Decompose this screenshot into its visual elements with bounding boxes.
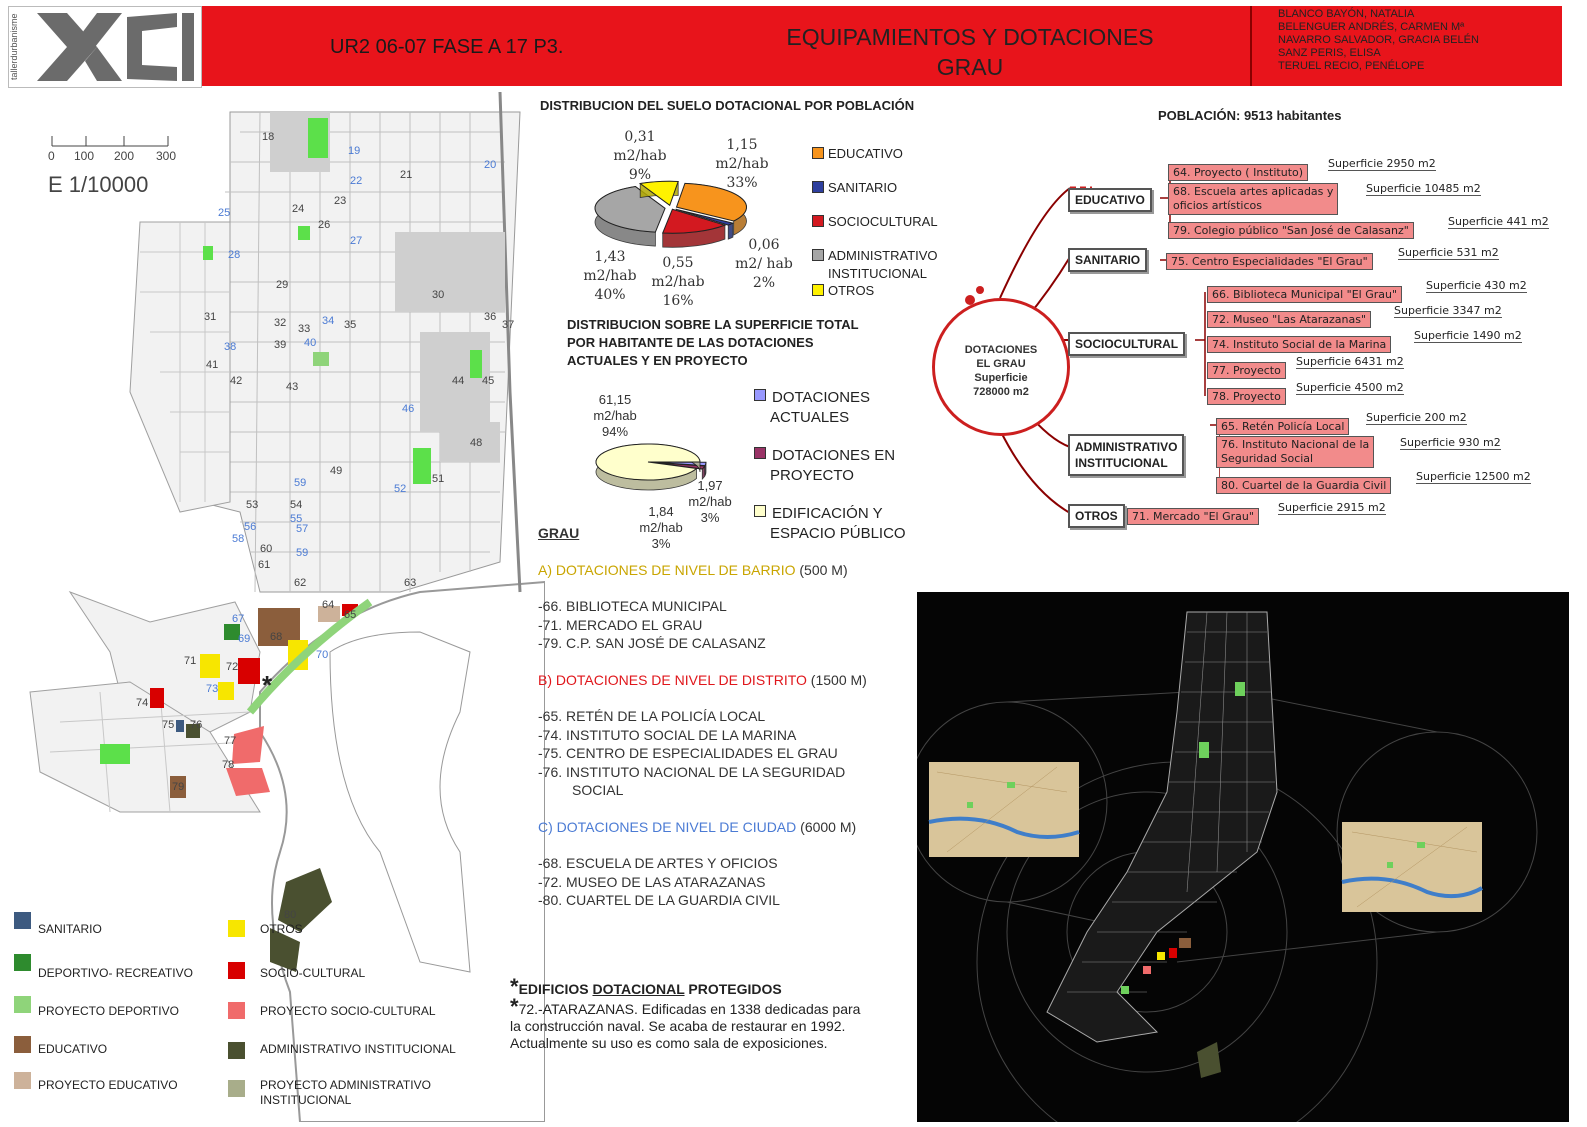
legend-item: OTROS <box>812 283 938 299</box>
legend-item: EDIFICACIÓN Y ESPACIO PÚBLICO <box>754 504 906 544</box>
tree-item: 75. Centro Especialidades "El Grau" <box>1166 253 1373 270</box>
root-line: EL GRAU <box>976 358 1026 370</box>
tree-item: 78. Proyecto <box>1207 388 1286 405</box>
legend-swatch <box>14 1072 31 1089</box>
pie2-label <box>580 392 650 440</box>
divider <box>1250 6 1252 86</box>
author: TERUEL RECIO, PENÉLOPE <box>1278 60 1425 72</box>
map-label: 73 <box>206 683 219 695</box>
legend-swatch <box>228 1080 245 1097</box>
pie1-label <box>570 248 650 305</box>
legend-swatch <box>14 1036 31 1053</box>
page-title <box>730 22 1210 82</box>
map-label: 45 <box>482 375 495 387</box>
tree-item-sup: Superficie 10485 m2 <box>1366 182 1481 195</box>
pie2-label-pct: 3% <box>700 510 720 525</box>
map-label: 18 <box>262 131 275 143</box>
legend-label: PROYECTO DEPORTIVO <box>38 1004 179 1018</box>
map-label: 60 <box>260 543 273 555</box>
level-b-item: -75. CENTRO DE ESPECIALIDADES EL GRAU <box>538 745 838 761</box>
tree-item-sup: Superficie 531 m2 <box>1398 246 1499 259</box>
map-label: 77 <box>224 735 237 747</box>
logo-text: tallerdurbanisme <box>9 13 19 81</box>
tree-item: 64. Proyecto ( Instituto) <box>1168 164 1308 181</box>
map-label: 70 <box>316 649 329 661</box>
pie1-label-pct: 9% <box>628 167 652 183</box>
map-label: 62 <box>294 577 307 589</box>
levels-text <box>538 524 918 910</box>
map-label: 68 <box>270 631 283 643</box>
tree-item: 65. Retén Policía Local <box>1216 418 1349 435</box>
legend-swatch <box>228 920 245 937</box>
map-label: 27 <box>350 235 363 247</box>
legend-label: SOCIO-CULTURAL <box>260 966 366 980</box>
map-label: 65 <box>344 609 357 621</box>
legend-swatch <box>228 1042 245 1059</box>
pie1-label-pct: 40% <box>594 287 626 303</box>
map-label: 31 <box>204 311 217 323</box>
tree-item-sup: Superficie 12500 m2 <box>1416 470 1531 483</box>
level-b-item: -74. INSTITUTO SOCIAL DE LA MARINA <box>538 726 797 743</box>
tree-item: 66. Biblioteca Municipal "El Grau" <box>1207 286 1402 303</box>
map-label: 28 <box>228 249 241 261</box>
legend-label: DEPORTIVO- RECREATIVO <box>38 966 193 980</box>
tree-item: 77. Proyecto <box>1207 362 1286 379</box>
level-b-item: -65. RETÉN DE LA POLICÍA LOCAL <box>538 708 766 724</box>
pie-slice <box>596 444 700 480</box>
pie2-label-unit: m2/hab <box>593 408 637 423</box>
pie2-title <box>567 316 859 370</box>
level-a-title: A) DOTACIONES DE NIVEL DE BARRIO (500 M) <box>538 561 848 578</box>
pie1-label <box>702 136 782 193</box>
map-label: 71 <box>184 655 197 667</box>
protected-line: la construcción naval. Se acaba de restaurar en 1992. <box>510 1018 846 1034</box>
pie2-label-pct: 94% <box>601 424 629 439</box>
map-label: 75 <box>162 719 175 731</box>
scale-tick: 300 <box>156 149 177 163</box>
tree-item-sup: Superficie 2915 m2 <box>1278 501 1386 514</box>
map-label: 55 <box>290 513 303 525</box>
map-label: 48 <box>470 437 483 449</box>
tree-item-sup: Superficie 6431 m2 <box>1296 355 1404 368</box>
inset-map-left <box>929 762 1079 857</box>
map-label: 56 <box>244 521 257 533</box>
tree-item: 74. Instituto Social de la Marina <box>1207 336 1391 353</box>
level-b-item: SOCIAL <box>572 782 624 798</box>
legend-label: SANITARIO <box>38 922 102 936</box>
category-label: INSTITUCIONAL <box>1075 456 1168 470</box>
map-label: 38 <box>224 341 237 353</box>
pie1-label <box>600 128 680 185</box>
legend-swatch <box>228 962 245 979</box>
map-label: 35 <box>344 319 357 331</box>
map-label: 76 <box>190 719 203 731</box>
map-label: 67 <box>232 613 245 625</box>
map-label: 43 <box>286 381 299 393</box>
root-line: Superficie <box>974 372 1028 384</box>
overview-map <box>917 592 1569 1122</box>
pie1-label <box>638 254 718 311</box>
map-label: 59 <box>294 477 307 489</box>
category-sociocultural: SOCIOCULTURAL <box>1068 332 1185 356</box>
map-label: 46 <box>402 403 415 415</box>
tree-item: 68. Escuela artes aplicadas y oficios artísticos <box>1168 183 1338 215</box>
overview-panel <box>917 592 1569 1122</box>
legend-swatch <box>14 954 31 971</box>
map-label: 44 <box>452 375 465 387</box>
map-label: 49 <box>330 465 343 477</box>
level-b-title: B) DOTACIONES DE NIVEL DE DISTRITO (1500 M) <box>538 671 867 688</box>
tree-item-sup: Superficie 930 m2 <box>1400 436 1501 449</box>
level-b-item: -76. INSTITUTO NACIONAL DE LA SEGURIDAD <box>538 763 846 780</box>
map-label: 72 <box>226 661 239 673</box>
map-label: 24 <box>292 203 305 215</box>
pie2-label-unit: m2/hab <box>688 494 732 509</box>
tree-root <box>932 298 1070 436</box>
scale-tick: 0 <box>48 149 55 163</box>
tree-item: 71. Mercado "El Grau" <box>1127 508 1259 525</box>
level-a-item: -71. MERCADO EL GRAU <box>538 616 703 633</box>
map-legend <box>14 912 494 1122</box>
scale-tick: 200 <box>114 149 135 163</box>
pie1-label-unit: m2/hab <box>613 148 667 164</box>
protected-buildings-note <box>510 974 920 1052</box>
map-label: 79 <box>172 781 185 793</box>
map-label: 52 <box>394 483 407 495</box>
map-label: 58 <box>232 533 245 545</box>
header <box>0 0 1587 92</box>
pie2-label-value: 61,15 <box>598 392 632 407</box>
legend-label: PROYECTO EDUCATIVO <box>38 1078 178 1092</box>
pie1-label-value: 1,15 <box>726 137 758 153</box>
pie2-label-pct: 3% <box>651 536 671 551</box>
pie2-title-line: ACTUALES Y EN PROYECTO <box>567 353 748 368</box>
tree-item: 79. Colegio público "San José de Calasanz" <box>1168 222 1414 239</box>
pie2-label-value: 1,84 <box>648 504 674 519</box>
level-a-item: -66. BIBLIOTECA MUNICIPAL <box>538 598 727 614</box>
map-label: 42 <box>230 375 243 387</box>
map-label: 25 <box>218 207 231 219</box>
pie1-legend <box>812 137 938 299</box>
map-label: 57 <box>296 523 309 535</box>
logo <box>8 6 202 88</box>
pie1-label-unit: m2/ hab <box>735 256 793 272</box>
pie2-label-unit: m2/hab <box>639 520 683 535</box>
tree-item: 80. Cuartel de la Guardia Civil <box>1216 477 1391 494</box>
legend-label: PROYECTO SOCIO-CULTURAL <box>260 1004 436 1018</box>
tree-item-sup: Superficie 4500 m2 <box>1296 381 1404 394</box>
map-label: 30 <box>432 289 445 301</box>
tree-item: 72. Museo "Las Atarazanas" <box>1207 311 1371 328</box>
protected-line: Actualmente su uso es como sala de exposiciones. <box>510 1035 828 1051</box>
map-label: 54 <box>290 499 303 511</box>
pie1-title: DISTRIBUCION DEL SUELO DOTACIONAL POR POBLACIÓN <box>540 98 915 113</box>
tree-item-sup: Superficie 441 m2 <box>1448 215 1549 228</box>
pie2-title-line: DISTRIBUCION SOBRE LA SUPERFICIE TOTAL <box>567 317 859 332</box>
category-label: ADMINISTRATIVO <box>1075 440 1178 454</box>
pie1-label-pct: 2% <box>752 275 776 291</box>
pie1-label-unit: m2/hab <box>715 156 769 172</box>
map-label: 51 <box>432 473 445 485</box>
legend-label: ADMINISTRATIVO INSTITUCIONAL <box>260 1042 456 1056</box>
logo-xci-icon <box>27 9 197 85</box>
legend-item: EDUCATIVO <box>812 137 938 171</box>
pie1-label-value: 1,43 <box>594 249 626 265</box>
legend-label: PROYECTO ADMINISTRATIVO INSTITUCIONAL <box>260 1078 431 1107</box>
protected-line: *72.-ATARAZANAS. Edificadas en 1338 dedicadas para <box>510 994 861 1019</box>
legend-label: EDUCATIVO <box>38 1042 108 1056</box>
map-label: 39 <box>274 339 287 351</box>
map-label: 59 <box>296 547 309 559</box>
pie1-label-value: 0,55 <box>662 255 694 271</box>
legend-label: OTROS <box>260 922 303 936</box>
map-label: 20 <box>484 159 497 171</box>
category-sanitario: SANITARIO <box>1068 248 1147 272</box>
author: NAVARRO SALVADOR, GRACIA BELÉN <box>1278 34 1479 46</box>
level-c-item: -72. MUSEO DE LAS ATARAZANAS <box>538 873 766 890</box>
level-c-item: -68. ESCUELA DE ARTES Y OFICIOS <box>538 855 778 871</box>
legend-item: SOCIOCULTURAL <box>812 205 938 239</box>
protected-title: *EDIFICIOS DOTACIONAL PROTEGIDOS <box>510 974 782 999</box>
pie2-title-line: POR HABITANTE DE LAS DOTACIONES <box>567 335 814 350</box>
map-label: 53 <box>246 499 259 511</box>
title-line-2: GRAU <box>936 54 1004 80</box>
section-heading: GRAU <box>538 525 580 541</box>
root-line: 728000 m2 <box>973 386 1029 398</box>
sports-lot <box>308 118 328 158</box>
map-label: 61 <box>258 559 271 571</box>
tree-item: 76. Instituto Nacional de la Seguridad Social <box>1216 436 1374 468</box>
legend-swatch <box>228 1002 245 1019</box>
authors-list <box>1278 8 1479 73</box>
pie1-label-value: 0,06 <box>748 237 780 253</box>
legend-item: SANITARIO <box>812 171 938 205</box>
map-label: 22 <box>350 175 363 187</box>
project-code: UR2 06-07 FASE A 17 P3. <box>330 36 564 58</box>
map-label: 19 <box>348 145 361 157</box>
pie2-legend <box>754 388 906 544</box>
tree-item-sup: Superficie 200 m2 <box>1366 411 1467 424</box>
level-c-title: C) DOTACIONES DE NIVEL DE CIUDAD (6000 M) <box>538 818 857 835</box>
map-label: 78 <box>222 759 235 771</box>
level-a-item: -79. C.P. SAN JOSÉ DE CALASANZ <box>538 635 766 651</box>
category-educativo: EDUCATIVO <box>1068 188 1152 212</box>
author: SANZ PERIS, ELISA <box>1278 47 1381 59</box>
map-label: 74 <box>136 697 149 709</box>
map-label: 29 <box>276 279 289 291</box>
map-label: 36 <box>484 311 497 323</box>
map-label: 64 <box>322 599 335 611</box>
legend-swatch <box>14 996 31 1013</box>
scale-label: E 1/10000 <box>48 172 149 197</box>
map-label: 26 <box>318 219 331 231</box>
pie1-label <box>724 236 804 293</box>
pie1-label-value: 0,31 <box>624 129 656 145</box>
category-otros: OTROS <box>1068 504 1125 528</box>
map-label: 34 <box>322 315 335 327</box>
population: POBLACIÓN: 9513 habitantes <box>1158 108 1342 123</box>
asterisk-marker: * <box>262 670 273 700</box>
map-label: 40 <box>304 337 317 349</box>
map-label: 63 <box>404 577 417 589</box>
map-label: 33 <box>298 323 311 335</box>
pie1-label-unit: m2/hab <box>651 274 705 290</box>
pie1-label-pct: 16% <box>662 293 694 309</box>
author: BLANCO BAYÓN, NATALIA <box>1278 8 1415 20</box>
map-label: 37 <box>502 319 515 331</box>
title-line-1: EQUIPAMIENTOS Y DOTACIONES <box>786 24 1154 50</box>
legend-item: DOTACIONES ACTUALES <box>754 388 906 428</box>
tree-item-sup: Superficie 2950 m2 <box>1328 157 1436 170</box>
map-label: 21 <box>400 169 413 181</box>
map-label: 69 <box>238 633 251 645</box>
map-label: 32 <box>274 317 287 329</box>
scale-tick: 100 <box>74 149 95 163</box>
tree-item-sup: Superficie 1490 m2 <box>1414 329 1522 342</box>
map-label: 80 <box>284 909 297 921</box>
pie1-label-unit: m2/hab <box>583 268 637 284</box>
legend-item: DOTACIONES EN PROYECTO <box>754 446 906 486</box>
pie2-label-value: 1,97 <box>697 478 723 493</box>
map-label: 23 <box>334 195 347 207</box>
legend-swatch <box>14 912 31 929</box>
tree-item-sup: Superficie 3347 m2 <box>1394 304 1502 317</box>
root-line: DOTACIONES <box>964 344 1038 356</box>
map-label: 41 <box>206 359 219 371</box>
tree-item-sup: Superficie 430 m2 <box>1426 279 1527 292</box>
author: BELENGUER ANDRÉS, CARMEN Mª <box>1278 21 1465 33</box>
level-c-item: -80. CUARTEL DE LA GUARDIA CIVIL <box>538 892 780 908</box>
legend-item: ADMINISTRATIVO INSTITUCIONAL <box>812 247 938 283</box>
pie1-label-pct: 33% <box>726 175 758 191</box>
